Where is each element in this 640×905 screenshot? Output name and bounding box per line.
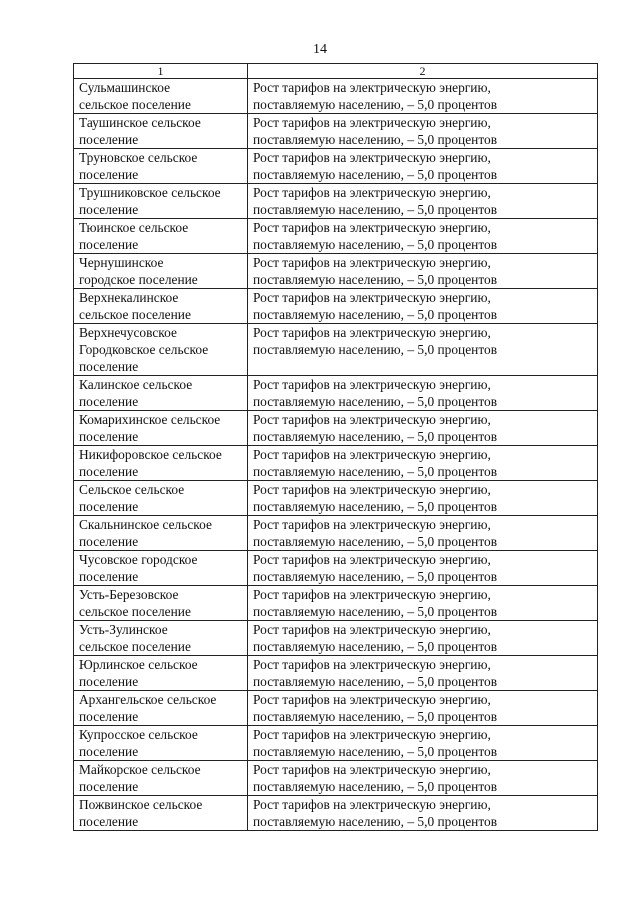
tariff-cell: Рост тарифов на электрическую энергию, поставляемую населению, – 5,0 процентов bbox=[248, 254, 598, 289]
settlement-name-cell: Майкорское сельское поселение bbox=[74, 761, 248, 796]
table-row bbox=[74, 761, 598, 796]
table-row bbox=[74, 376, 598, 411]
table-row bbox=[74, 586, 598, 621]
settlement-name-cell: Калинское сельское поселение bbox=[74, 376, 248, 411]
settlement-name-cell: Пожвинское сельское поселение bbox=[74, 796, 248, 831]
settlement-name-cell: Усть-Березовское сельское поселение bbox=[74, 586, 248, 621]
settlement-name-cell: Скальнинское сельское поселение bbox=[74, 516, 248, 551]
tariff-cell: Рост тарифов на электрическую энергию, поставляемую населению, – 5,0 процентов bbox=[248, 726, 598, 761]
tariff-cell: Рост тарифов на электрическую энергию, поставляемую населению, – 5,0 процентов bbox=[248, 411, 598, 446]
table-row bbox=[74, 289, 598, 324]
tariff-cell: Рост тарифов на электрическую энергию, поставляемую населению, – 5,0 процентов bbox=[248, 551, 598, 586]
tariff-cell: Рост тарифов на электрическую энергию, поставляемую населению, – 5,0 процентов bbox=[248, 621, 598, 656]
table-row bbox=[74, 184, 598, 219]
table-row bbox=[74, 219, 598, 254]
tariff-cell: Рост тарифов на электрическую энергию, поставляемую населению, – 5,0 процентов bbox=[248, 149, 598, 184]
table-row bbox=[74, 149, 598, 184]
settlement-name-cell: Тюинское сельское поселение bbox=[74, 219, 248, 254]
tariff-cell: Рост тарифов на электрическую энергию, поставляемую населению, – 5,0 процентов bbox=[248, 184, 598, 219]
tariff-cell: Рост тарифов на электрическую энергию, поставляемую населению, – 5,0 процентов bbox=[248, 691, 598, 726]
table-row bbox=[74, 446, 598, 481]
settlement-name-cell: Юрлинское сельское поселение bbox=[74, 656, 248, 691]
settlement-name-cell: Сельское сельское поселение bbox=[74, 481, 248, 516]
tariff-cell: Рост тарифов на электрическую энергию, поставляемую населению, – 5,0 процентов bbox=[248, 446, 598, 481]
settlement-name-cell: Таушинское сельское поселение bbox=[74, 114, 248, 149]
page-number: 14 bbox=[313, 42, 327, 57]
table-row bbox=[74, 796, 598, 831]
tariff-cell: Рост тарифов на электрическую энергию, поставляемую населению, – 5,0 процентов bbox=[248, 796, 598, 831]
table-row bbox=[74, 254, 598, 289]
settlement-name-cell: Трушниковское сельское поселение bbox=[74, 184, 248, 219]
settlement-name-cell: Чусовское городское поселение bbox=[74, 551, 248, 586]
settlement-name-cell: Усть-Зулинское сельское поселение bbox=[74, 621, 248, 656]
settlement-name-cell: Верхнекалинское сельское поселение bbox=[74, 289, 248, 324]
settlement-name-cell: Комарихинское сельское поселение bbox=[74, 411, 248, 446]
tariff-cell: Рост тарифов на электрическую энергию, поставляемую населению, – 5,0 процентов bbox=[248, 289, 598, 324]
table-row bbox=[74, 516, 598, 551]
tariff-cell: Рост тарифов на электрическую энергию, поставляемую населению, – 5,0 процентов bbox=[248, 376, 598, 411]
table-row bbox=[74, 656, 598, 691]
settlement-name-cell: Чернушинское городское поселение bbox=[74, 254, 248, 289]
settlement-name-cell: Никифоровское сельское поселение bbox=[74, 446, 248, 481]
tariff-cell: Рост тарифов на электрическую энергию, поставляемую населению, – 5,0 процентов bbox=[248, 761, 598, 796]
table-header-row bbox=[74, 64, 598, 79]
table-row bbox=[74, 411, 598, 446]
column-header-2: 2 bbox=[248, 64, 598, 79]
table-row bbox=[74, 621, 598, 656]
tariff-cell: Рост тарифов на электрическую энергию, поставляемую населению, – 5,0 процентов bbox=[248, 586, 598, 621]
tariff-cell: Рост тарифов на электрическую энергию, поставляемую населению, – 5,0 процентов bbox=[248, 516, 598, 551]
settlement-name-cell: Сульмашинское сельское поселение bbox=[74, 79, 248, 114]
tariff-cell: Рост тарифов на электрическую энергию, поставляемую населению, – 5,0 процентов bbox=[248, 656, 598, 691]
table-row bbox=[74, 726, 598, 761]
tariff-cell: Рост тарифов на электрическую энергию, поставляемую населению, – 5,0 процентов bbox=[248, 219, 598, 254]
table-row bbox=[74, 481, 598, 516]
tariff-cell: Рост тарифов на электрическую энергию, поставляемую населению, – 5,0 процентов bbox=[248, 114, 598, 149]
column-header-1: 1 bbox=[74, 64, 248, 79]
table-row bbox=[74, 551, 598, 586]
table-row bbox=[74, 79, 598, 114]
tariff-cell: Рост тарифов на электрическую энергию, поставляемую населению, – 5,0 процентов bbox=[248, 481, 598, 516]
settlement-name-cell: Верхнечусовское Городковское сельское поселение bbox=[74, 324, 248, 376]
settlement-name-cell: Купросское сельское поселение bbox=[74, 726, 248, 761]
tariff-table bbox=[73, 63, 598, 831]
table-row bbox=[74, 114, 598, 149]
table-row bbox=[74, 691, 598, 726]
table-row bbox=[74, 324, 598, 376]
settlement-name-cell: Труновское сельское поселение bbox=[74, 149, 248, 184]
settlement-name-cell: Архангельское сельское поселение bbox=[74, 691, 248, 726]
tariff-cell: Рост тарифов на электрическую энергию, поставляемую населению, – 5,0 процентов bbox=[248, 79, 598, 114]
tariff-cell: Рост тарифов на электрическую энергию, поставляемую населению, – 5,0 процентов bbox=[248, 324, 598, 376]
